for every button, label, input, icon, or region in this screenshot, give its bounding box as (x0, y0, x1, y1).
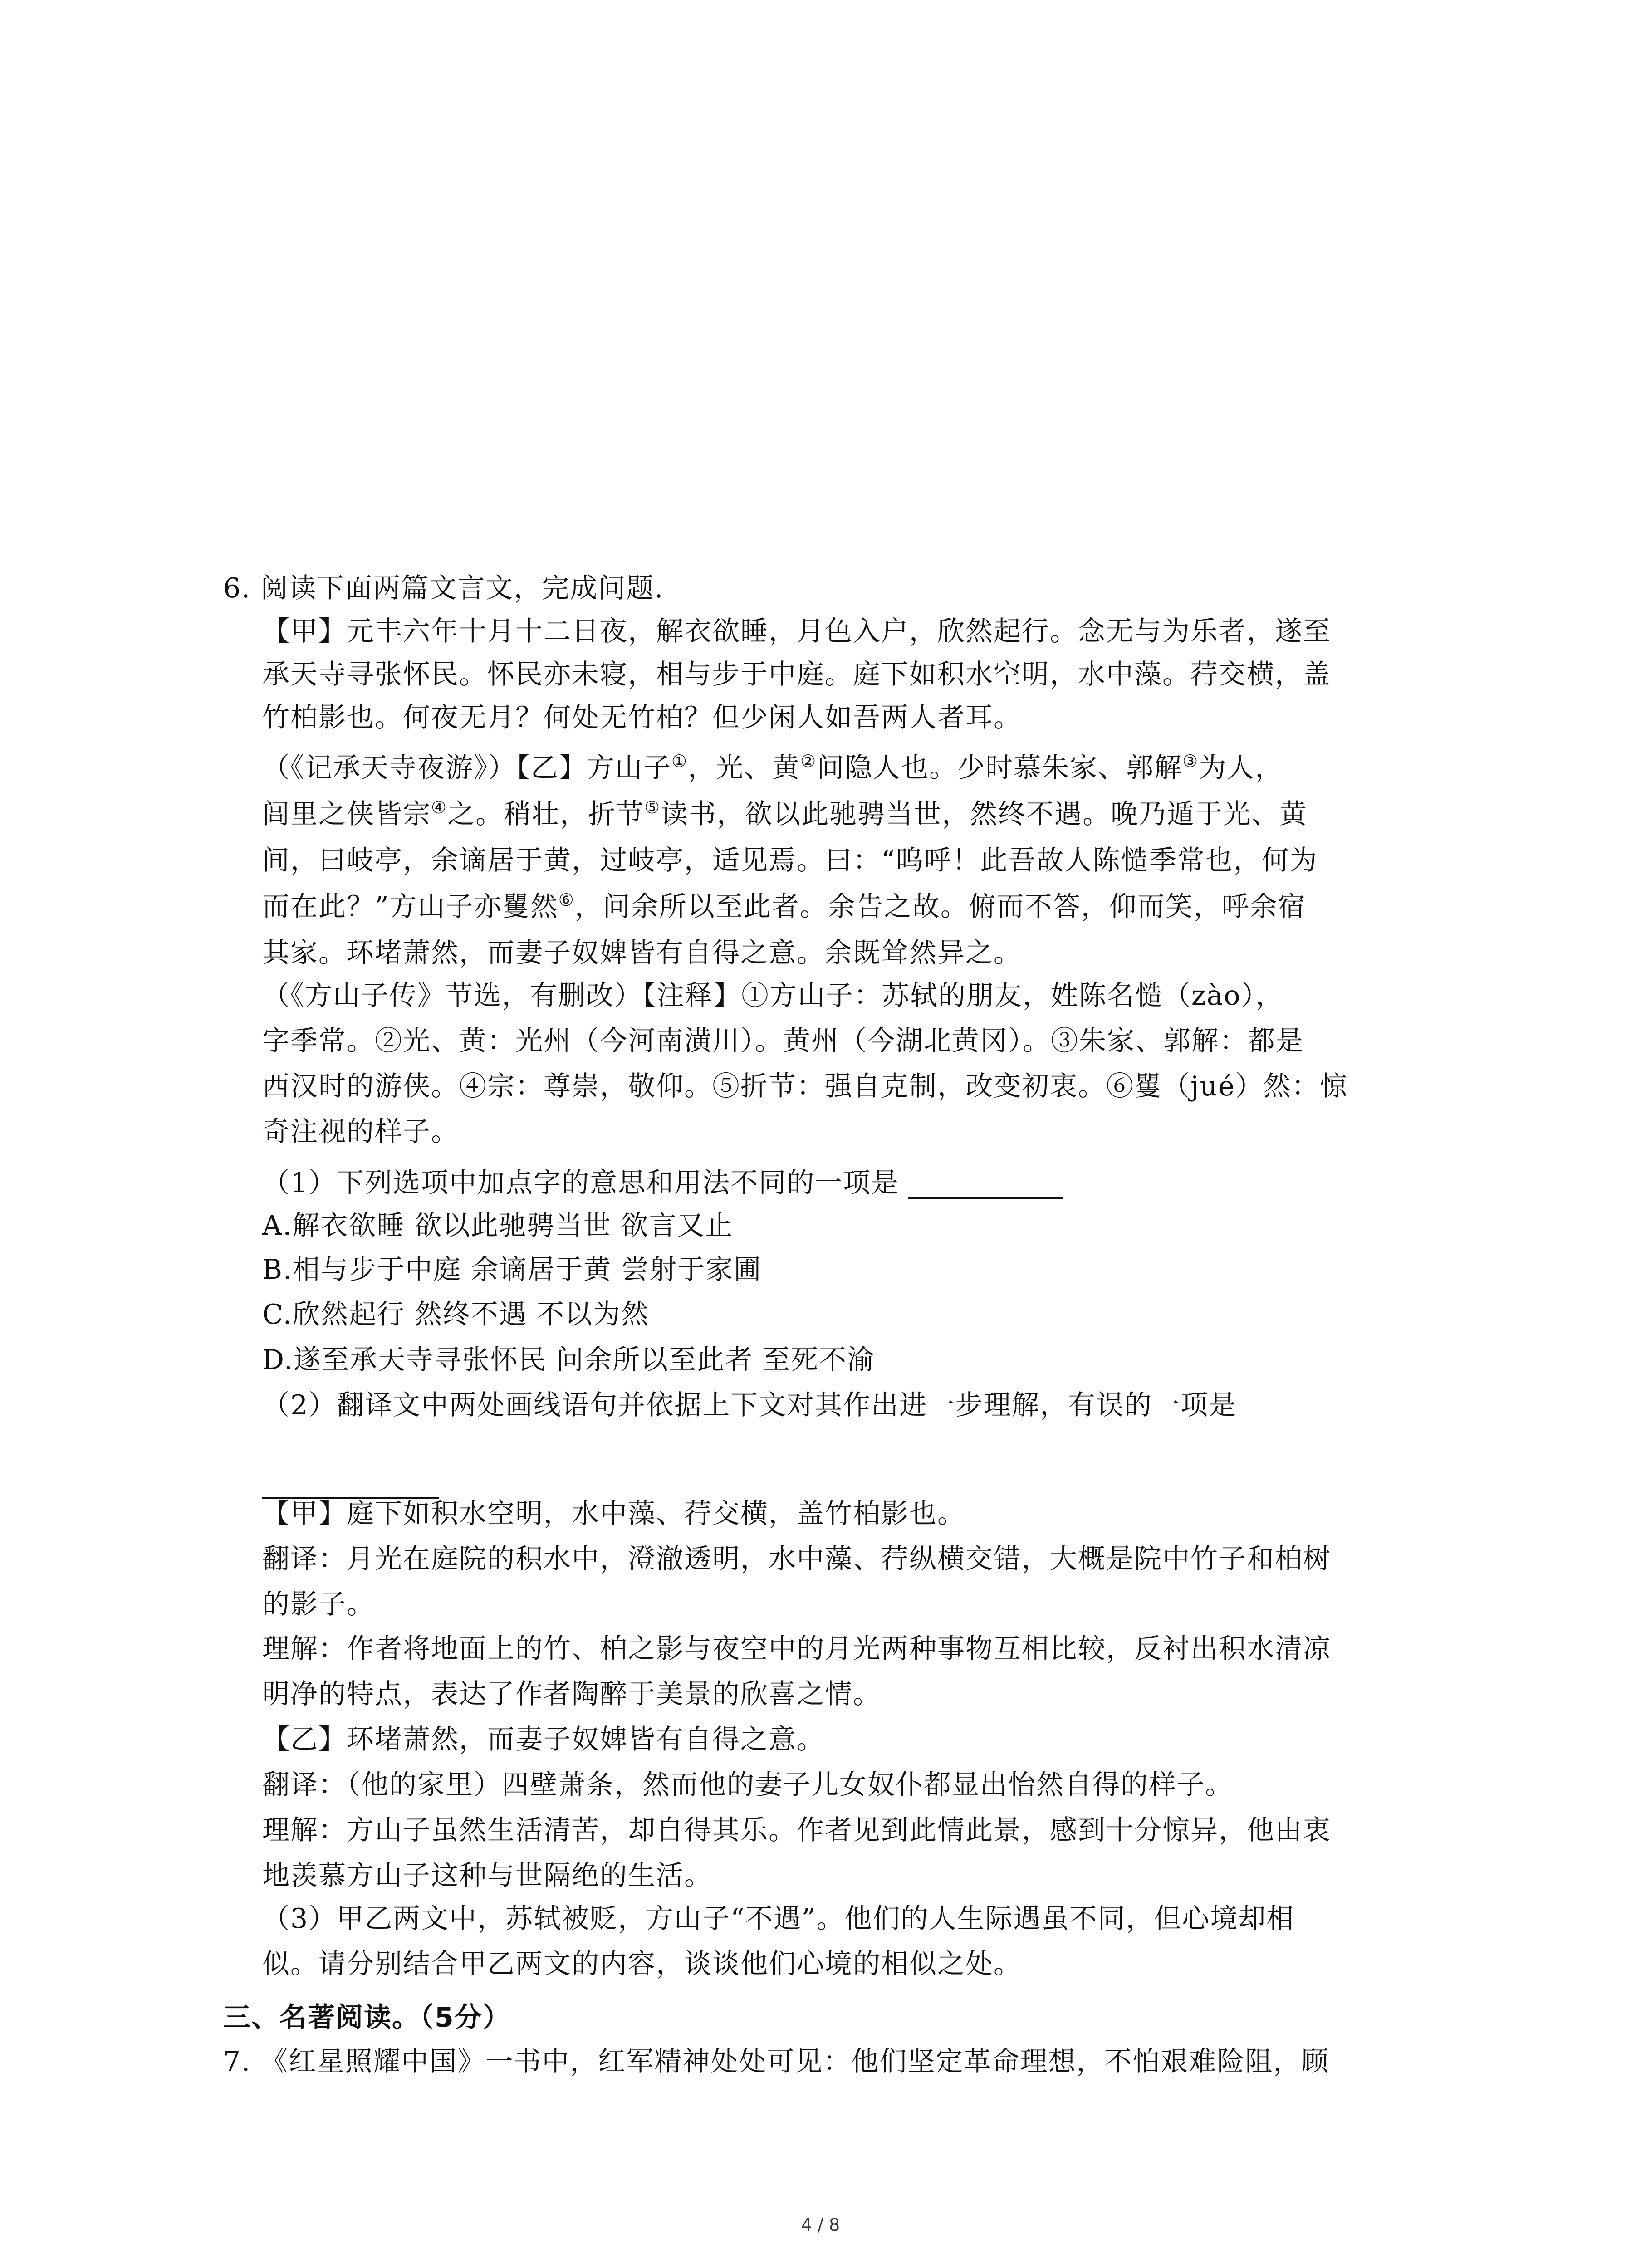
note-mark-3: ③ (1182, 751, 1199, 771)
yi-line-2: 闾里之侠皆宗④之。稍壮，折节⑤读书，欲以此驰骋当世，然终不遇。晚乃遁于光、黄 (262, 797, 1308, 830)
question-7-line-1: 7. 《红星照耀中国》一书中，红军精神处处可见：他们坚定革命理想，不怕艰难险阻，顾 (223, 2046, 1330, 2077)
sub2-line-9: 地羡慕方山子这种与世隔绝的生活。 (262, 1860, 712, 1892)
yi-line-4: 而在此？”方山子亦矍然⑥，问余所以至此者。余告之故。俯而不答，仰而笑，呼余宿 (262, 890, 1306, 923)
sub2-line-7: 翻译：（他的家里）四壁萧条，然而他的妻子儿女奴仆都显出怡然自得的样子。 (262, 1769, 1233, 1801)
sub-question-2: （2）翻译文中两处画线语句并依据上下文对其作出进一步理解，有误的一项是 (262, 1389, 1237, 1421)
section-3-title: 三、名著阅读。（5分） (223, 2002, 511, 2033)
notes-line-4: 奇注视的样子。 (262, 1116, 459, 1148)
note-mark-4: ④ (431, 797, 448, 817)
yi-line-5: 其家。环堵萧然，而妻子奴婢皆有自得之意。余既耸然异之。 (262, 937, 1022, 969)
question-6-title: 6. 阅读下面两篇文言文，完成问题. (223, 572, 664, 604)
option-a: A.解衣欲睡 欲以此驰骋当世 欲言又止 (262, 1210, 734, 1242)
sub2-line-1: 【甲】庭下如积水空明，水中藻、荇交横，盖竹柏影也。 (262, 1498, 965, 1530)
notes-line-3: 西汉时的游侠。④宗：尊崇，敬仰。⑤折节：强自克制，改变初衷。⑥矍（jué）然：惊 (262, 1070, 1348, 1102)
note-mark-1: ① (671, 751, 688, 771)
notes-line-2: 字季常。②光、黄：光州（今河南潢川）。黄州（今湖北黄冈）。③朱家、郭解：都是 (262, 1025, 1304, 1057)
page-number: 4 / 8 (801, 2215, 840, 2235)
jia-line-3: 竹柏影也。何夜无月？何处无竹柏？但少闲人如吾两人者耳。 (262, 702, 1022, 733)
yi-line-3: 间，曰岐亭，余谪居于黄，过岐亭，适见焉。曰：“呜呼！此吾故人陈慥季常也，何为 (262, 845, 1318, 876)
sub2-line-6: 【乙】环堵萧然，而妻子奴婢皆有自得之意。 (262, 1724, 825, 1755)
sub2-line-5: 明净的特点，表达了作者陶醉于美景的欣喜之情。 (262, 1678, 881, 1710)
notes-line-1: （《方山子传》节选，有删改）【注释】①方山子：苏轼的朋友，姓陈名慥（zào）， (262, 980, 1284, 1012)
note-mark-5: ⑤ (644, 797, 661, 817)
sub3-line-1: （3）甲乙两文中，苏轼被贬，方山子“不遇”。他们的人生际遇虽不同，但心境却相 (262, 1903, 1295, 1935)
sub3-line-2: 似。请分别结合甲乙两文的内容，谈谈他们心境的相似之处。 (262, 1948, 1022, 1980)
jia-line-1: 【甲】元丰六年十月十二日夜，解衣欲睡，月色入户，欣然起行。念无与为乐者，遂至 (262, 616, 1331, 647)
note-mark-2: ② (800, 751, 817, 771)
yi-line-1: （《记承天寺夜游》）【乙】方山子①，光、黄②间隐人也。少时慕朱家、郭解③为人， (262, 751, 1283, 784)
sub-question-1: （1）下列选项中加点字的意思和用法不同的一项是 (262, 1167, 1063, 1199)
jia-line-2: 承天寺寻张怀民。怀民亦未寝，相与步于中庭。庭下如积水空明，水中藻。荇交横，盖 (262, 659, 1331, 690)
option-b: B.相与步于中庭 余谪居于黄 尝射于家圃 (262, 1254, 762, 1286)
sub2-line-3: 的影子。 (262, 1589, 375, 1620)
option-d: D.遂至承天寺寻张怀民 问余所以至此者 至死不渝 (262, 1344, 876, 1376)
note-mark-6: ⑥ (558, 890, 575, 910)
option-c: C.欣然起行 然终不遇 不以为然 (262, 1299, 649, 1330)
sub2-line-4: 理解：作者将地面上的竹、柏之影与夜空中的月光两种事物互相比较，反衬出积水清凉 (262, 1633, 1331, 1665)
sub2-line-2: 翻译：月光在庭院的积水中，澄澈透明，水中藻、荇纵横交错，大概是院中竹子和柏树 (262, 1543, 1331, 1575)
sub2-line-8: 理解：方山子虽然生活清苦，却自得其乐。作者见到此情此景，感到十分惊异，他由衷 (262, 1814, 1331, 1846)
answer-blank-1[interactable] (908, 1174, 1063, 1199)
